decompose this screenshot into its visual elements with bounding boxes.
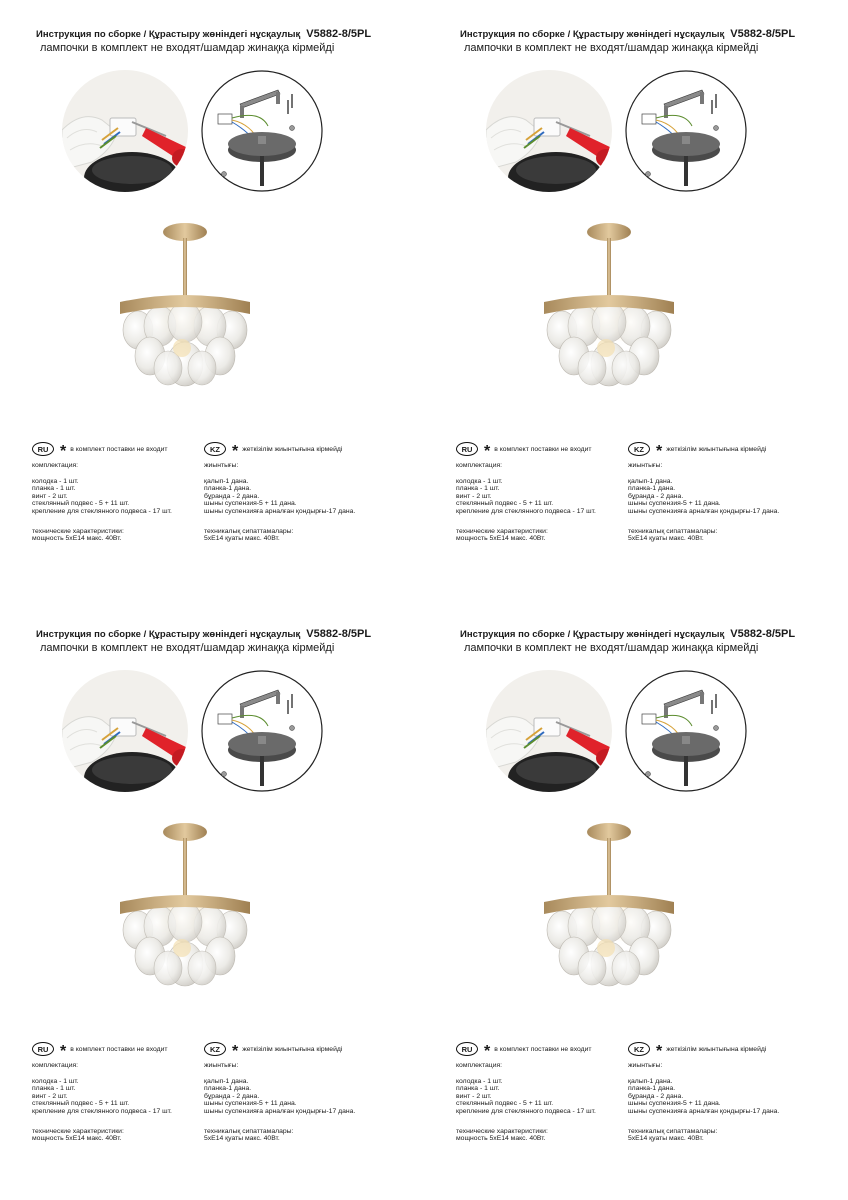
ru-tech-item: мощность 5xE14 макс. 40Вт.	[456, 535, 546, 543]
ru-specs	[456, 462, 596, 543]
ru-kit-item: крепление для стеклянного подвеса - 17 шт.	[32, 1107, 172, 1115]
document-subtitle: лампочки в комплект не входят/шамдар жинаққа кірмейді	[464, 642, 759, 654]
kz-kit-heading: жиынтығы:	[204, 462, 239, 469]
kz-kit-heading: жиынтығы:	[204, 1062, 239, 1069]
ru-tech-heading: технические характеристики:	[456, 527, 548, 535]
ru-badge: RU	[456, 1042, 478, 1056]
ru-tech-item: мощность 5xE14 макс. 40Вт.	[456, 1135, 546, 1143]
ru-note: в комплект поставки не входит	[70, 445, 168, 453]
instruction-panel	[424, 0, 848, 600]
ru-specs	[32, 1062, 172, 1143]
document-title: Инструкция по сборке / Құрастыру жөніндегі нұсқаулық V5882-8/5PL	[36, 628, 372, 640]
ru-kit-item: стеклянный подвес - 5 + 11 шт.	[32, 1100, 130, 1108]
ru-kit-item: винт - 2 шт.	[456, 492, 492, 500]
ru-kit-item: планка - 1 шт.	[456, 485, 500, 493]
wiring-photo	[486, 70, 612, 192]
kz-kit-item: планка-1 дана.	[204, 485, 252, 493]
ru-kit-item: винт - 2 шт.	[32, 492, 68, 500]
ru-kit-item: стеклянный подвес - 5 + 11 шт.	[456, 500, 554, 508]
ru-kit-item: винт - 2 шт.	[32, 1092, 68, 1100]
ru-star: *	[484, 443, 491, 460]
kz-kit-item: бұранда - 2 дана.	[204, 492, 260, 500]
model-number: V5882-8/5PL	[306, 28, 372, 40]
kz-kit-item: шыны суспензия-5 + 11 дана.	[628, 1100, 721, 1108]
kz-kit-item: бұранда - 2 дана.	[204, 1092, 260, 1100]
kz-star: *	[232, 1043, 239, 1060]
ru-badge: RU	[456, 442, 478, 456]
kz-kit-item: шыны суспензияға арналған қондырғы-17 дана.	[628, 1107, 780, 1115]
ru-kit-item: колодка - 1 шт.	[32, 1077, 79, 1085]
chandelier-image	[534, 218, 684, 393]
kz-kit-item: қалып-1 дана.	[628, 1077, 673, 1085]
ru-header	[456, 442, 592, 460]
kz-kit-item: шыны суспензияға арналған қондырғы-17 дана.	[204, 507, 356, 515]
ru-kit-heading: комплектация:	[456, 462, 503, 469]
kz-kit-item: қалып-1 дана.	[204, 477, 249, 485]
kz-badge: KZ	[628, 442, 650, 456]
kz-specs	[628, 462, 779, 543]
ru-note: в комплект поставки не входит	[70, 1045, 168, 1053]
kz-kit-item: шыны суспензияға арналған қондырғы-17 дана.	[204, 1107, 356, 1115]
assembly-diagram	[200, 70, 324, 192]
kz-tech-heading: техникалық сипаттамалары:	[204, 527, 294, 535]
kz-header	[204, 442, 343, 460]
ru-kit-heading: комплектация:	[32, 1062, 79, 1069]
ru-header	[456, 1042, 592, 1060]
kz-header	[628, 1042, 767, 1060]
ru-badge: RU	[32, 442, 54, 456]
document-subtitle: лампочки в комплект не входят/шамдар жинаққа кірмейді	[464, 42, 759, 54]
kz-kit-item: планка-1 дана.	[628, 485, 676, 493]
kz-tech-heading: техникалық сипаттамалары:	[628, 1127, 718, 1135]
ru-kit-heading: комплектация:	[32, 462, 79, 469]
ru-tech-heading: технические характеристики:	[456, 1127, 548, 1135]
kz-kit-item: планка-1 дана.	[628, 1085, 676, 1093]
document-subtitle: лампочки в комплект не входят/шамдар жинаққа кірмейді	[40, 42, 335, 54]
ru-tech-heading: технические характеристики:	[32, 1127, 124, 1135]
kz-tech-item: 5xE14 қуаты макс. 40Вт.	[628, 535, 704, 543]
ru-tech-item: мощность 5xE14 макс. 40Вт.	[32, 535, 122, 543]
ru-specs	[456, 1062, 596, 1143]
kz-specs	[628, 1062, 779, 1143]
kz-note: жеткізілім жиынтығына кірмейді	[666, 1045, 767, 1053]
kz-star: *	[656, 443, 663, 460]
ru-note: в комплект поставки не входит	[494, 1045, 592, 1053]
kz-specs	[204, 1062, 355, 1143]
kz-kit-item: шыны суспензия-5 + 11 дана.	[204, 1100, 297, 1108]
kz-kit-heading: жиынтығы:	[628, 1062, 663, 1069]
document-title: Инструкция по сборке / Құрастыру жөніндегі нұсқаулық V5882-8/5PL	[36, 28, 372, 40]
ru-kit-item: крепление для стеклянного подвеса - 17 шт.	[456, 507, 596, 515]
ru-kit-item: колодка - 1 шт.	[456, 1077, 503, 1085]
kz-header	[628, 442, 767, 460]
kz-header	[204, 1042, 343, 1060]
ru-kit-item: стеклянный подвес - 5 + 11 шт.	[32, 500, 130, 508]
ru-note: в комплект поставки не входит	[494, 445, 592, 453]
instruction-panel	[424, 600, 848, 1200]
ru-tech-item: мощность 5xE14 макс. 40Вт.	[32, 1135, 122, 1143]
assembly-diagram	[624, 70, 748, 192]
kz-tech-heading: техникалық сипаттамалары:	[628, 527, 718, 535]
ru-header	[32, 1042, 168, 1060]
ru-star: *	[60, 1043, 67, 1060]
document-title: Инструкция по сборке / Құрастыру жөніндегі нұсқаулық V5882-8/5PL	[460, 628, 796, 640]
kz-kit-heading: жиынтығы:	[628, 462, 663, 469]
model-number: V5882-8/5PL	[306, 628, 372, 640]
kz-specs	[204, 462, 355, 543]
wiring-photo	[62, 70, 188, 192]
instruction-panel	[0, 600, 424, 1200]
kz-kit-item: шыны суспензия-5 + 11 дана.	[628, 500, 721, 508]
model-number: V5882-8/5PL	[730, 628, 796, 640]
ru-star: *	[484, 1043, 491, 1060]
document-title: Инструкция по сборке / Құрастыру жөніндегі нұсқаулық V5882-8/5PL	[460, 28, 796, 40]
ru-kit-heading: комплектация:	[456, 1062, 503, 1069]
ru-header	[32, 442, 168, 460]
kz-kit-item: бұранда - 2 дана.	[628, 1092, 684, 1100]
kz-note: жеткізілім жиынтығына кірмейді	[666, 445, 767, 453]
ru-specs	[32, 462, 172, 543]
ru-badge: RU	[32, 1042, 54, 1056]
assembly-diagram	[200, 670, 324, 792]
kz-kit-item: қалып-1 дана.	[628, 477, 673, 485]
ru-kit-item: планка - 1 шт.	[32, 485, 76, 493]
ru-kit-item: колодка - 1 шт.	[32, 477, 79, 485]
kz-kit-item: планка-1 дана.	[204, 1085, 252, 1093]
kz-badge: KZ	[204, 442, 226, 456]
kz-kit-item: қалып-1 дана.	[204, 1077, 249, 1085]
kz-note: жеткізілім жиынтығына кірмейді	[242, 445, 343, 453]
kz-badge: KZ	[204, 1042, 226, 1056]
ru-tech-heading: технические характеристики:	[32, 527, 124, 535]
chandelier-image	[534, 818, 684, 993]
chandelier-image	[110, 218, 260, 393]
ru-kit-item: стеклянный подвес - 5 + 11 шт.	[456, 1100, 554, 1108]
ru-kit-item: винт - 2 шт.	[456, 1092, 492, 1100]
kz-kit-item: шыны суспензияға арналған қондырғы-17 дана.	[628, 507, 780, 515]
chandelier-image	[110, 818, 260, 993]
kz-tech-item: 5xE14 қуаты макс. 40Вт.	[204, 535, 280, 543]
model-number: V5882-8/5PL	[730, 28, 796, 40]
ru-kit-item: планка - 1 шт.	[32, 1085, 76, 1093]
assembly-diagram	[624, 670, 748, 792]
instruction-panel	[0, 0, 424, 600]
kz-badge: KZ	[628, 1042, 650, 1056]
wiring-photo	[62, 670, 188, 792]
kz-star: *	[232, 443, 239, 460]
ru-star: *	[60, 443, 67, 460]
kz-tech-item: 5xE14 қуаты макс. 40Вт.	[204, 1135, 280, 1143]
kz-tech-heading: техникалық сипаттамалары:	[204, 1127, 294, 1135]
kz-note: жеткізілім жиынтығына кірмейді	[242, 1045, 343, 1053]
ru-kit-item: крепление для стеклянного подвеса - 17 шт.	[456, 1107, 596, 1115]
document-subtitle: лампочки в комплект не входят/шамдар жинаққа кірмейді	[40, 642, 335, 654]
kz-kit-item: бұранда - 2 дана.	[628, 492, 684, 500]
ru-kit-item: планка - 1 шт.	[456, 1085, 500, 1093]
kz-star: *	[656, 1043, 663, 1060]
kz-tech-item: 5xE14 қуаты макс. 40Вт.	[628, 1135, 704, 1143]
kz-kit-item: шыны суспензия-5 + 11 дана.	[204, 500, 297, 508]
ru-kit-item: крепление для стеклянного подвеса - 17 шт.	[32, 507, 172, 515]
wiring-photo	[486, 670, 612, 792]
ru-kit-item: колодка - 1 шт.	[456, 477, 503, 485]
